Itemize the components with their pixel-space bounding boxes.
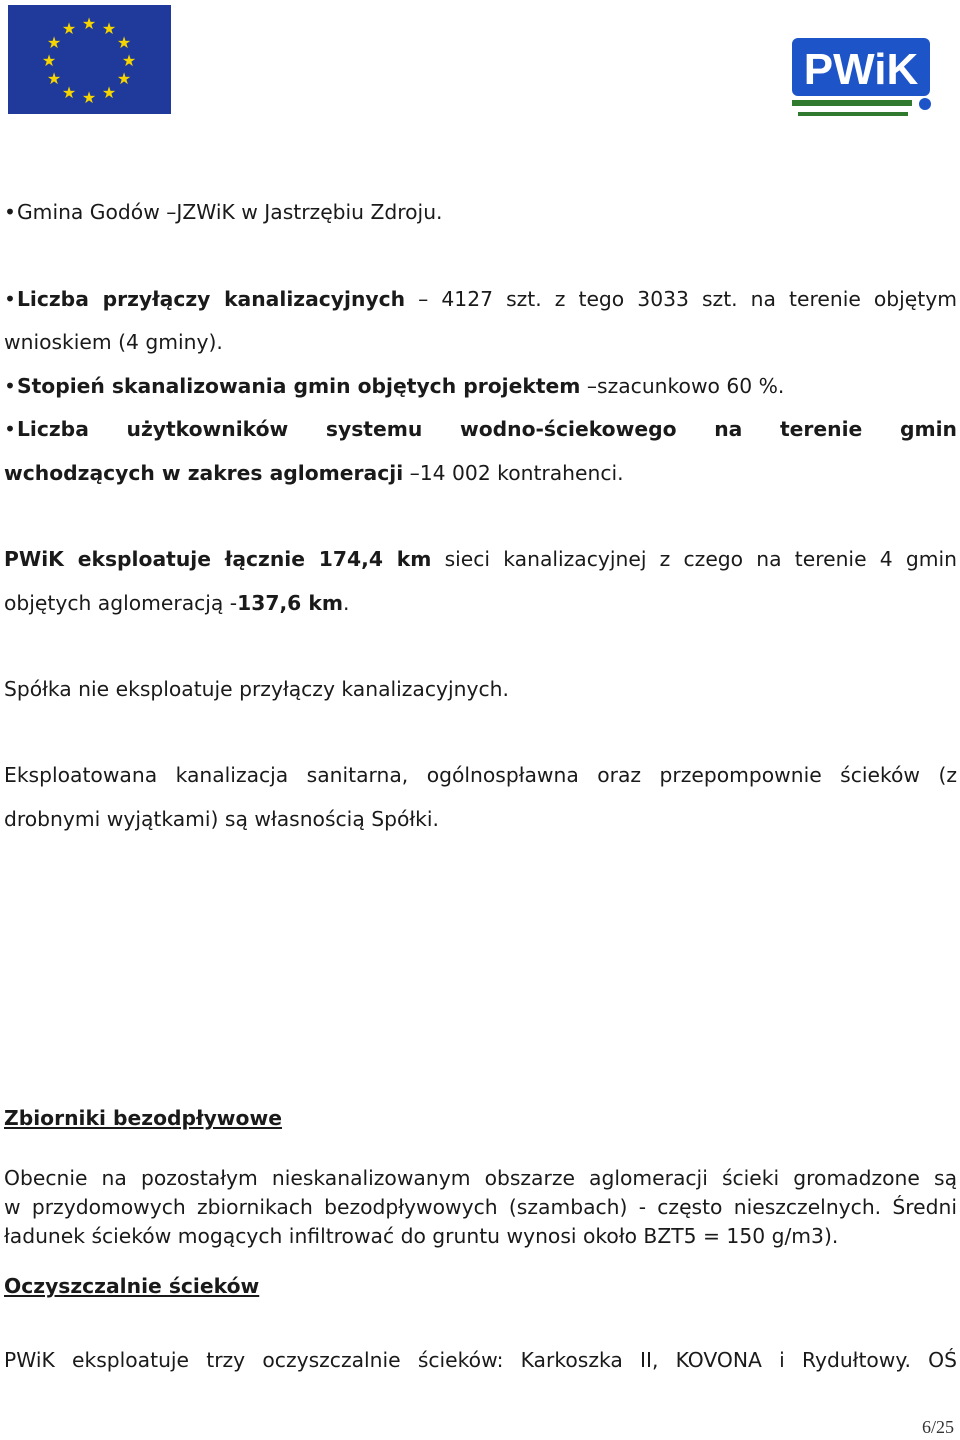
bullet: [4, 200, 17, 224]
pwik-logo: [788, 32, 938, 124]
heading-zbiorniki: Zbiorniki bezodpływowe: [4, 1106, 282, 1130]
paragraph-spolka: Spółka nie eksploatuje przyłączy kanalizacyjnych.: [4, 677, 509, 701]
svg-text:★: ★: [116, 33, 132, 52]
svg-text:★: ★: [46, 33, 62, 52]
header-line-2: oczyszczalni ścieków Karkoszka II w Wodzisławiu Śl.”: [246, 53, 734, 75]
paragraph-uzytkownicy-line1: • Liczba użytkowników systemu wodno-ściekowego na terenie gmin: [4, 408, 957, 452]
header-line-4: Programu Operacyjnego Infrastruktura i Środowisko: [271, 102, 709, 124]
svg-text:★: ★: [41, 51, 57, 70]
svg-text:★: ★: [81, 14, 97, 33]
paragraph-przylacza-line2: wnioskiem (4 gminy).: [4, 330, 223, 354]
paragraph-uzytkownicy-line2: wchodzących w zakres aglomeracji –14 002 kontrahenci.: [4, 461, 624, 485]
svg-text:★: ★: [101, 19, 117, 38]
svg-text:★: ★: [121, 51, 137, 70]
heading-oczyszczalnie: Oczyszczalnie ścieków: [4, 1274, 260, 1298]
paragraph-przylacza-line1: • Liczba przyłączy kanalizacyjnych – 4127 szt. z tego 3033 szt. na terenie objętym: [4, 278, 957, 322]
paragraph-zbiorniki-line2: w przydomowych zbiornikach bezodpływowych (szambach) - często nieszczelnych. Średni: [4, 1195, 957, 1219]
paragraph-oczyszczalnie: PWiK eksploatuje trzy oczyszczalnie ścieków: Karkoszka II, KOVONA i Rydułtowy. OŚ: [4, 1348, 957, 1372]
svg-text:★: ★: [61, 83, 77, 102]
svg-text:★: ★: [61, 19, 77, 38]
eu-flag-logo: [8, 5, 171, 114]
paragraph-eksploatowana-line2: drobnymi wyjątkami) są własnością Spółki.: [4, 807, 439, 831]
svg-text:★: ★: [116, 69, 132, 88]
svg-text:★: ★: [81, 88, 97, 107]
svg-text:★: ★: [46, 69, 62, 88]
paragraph-eksploatowana-line1: Eksploatowana kanalizacja sanitarna, ogólnospławna oraz przepompownie ścieków (z: [4, 763, 957, 787]
header-line-1: Projekt „Ochrona wód dorzecza Górnej Odry w zlewni: [249, 29, 731, 50]
project-header: [180, 28, 800, 126]
paragraph-pwik-line1: PWiK eksploatuje łącznie 174,4 km sieci kanalizacyjnej z czego na terenie 4 gmin: [4, 547, 957, 571]
svg-text:★: ★: [101, 83, 117, 102]
paragraph-gmina: • Gmina Godów –JZWiK w Jastrzębiu Zdroju.: [4, 191, 957, 235]
paragraph-stopien: • Stopień skanalizowania gmin objętych projektem –szacunkowo 60 %.: [4, 365, 957, 409]
paragraph-zbiorniki-line1: Obecnie na pozostałym nieskanalizowanym obszarze aglomeracji ścieki gromadzone są: [4, 1166, 957, 1190]
paragraph-pwik-line2: objętych aglomeracją -137,6 km.: [4, 591, 350, 615]
page-number: 6/25: [921, 1417, 954, 1437]
header-line-3: ubiega się o dofinansowanie z Funduszu Spójności w ramach: [230, 78, 750, 99]
paragraph-zbiorniki-line3: ładunek ścieków mogących infiltrować do gruntu wynosi około BZT5 = 150 g/m3).: [4, 1224, 839, 1248]
logo-text: PWiK: [803, 45, 919, 94]
